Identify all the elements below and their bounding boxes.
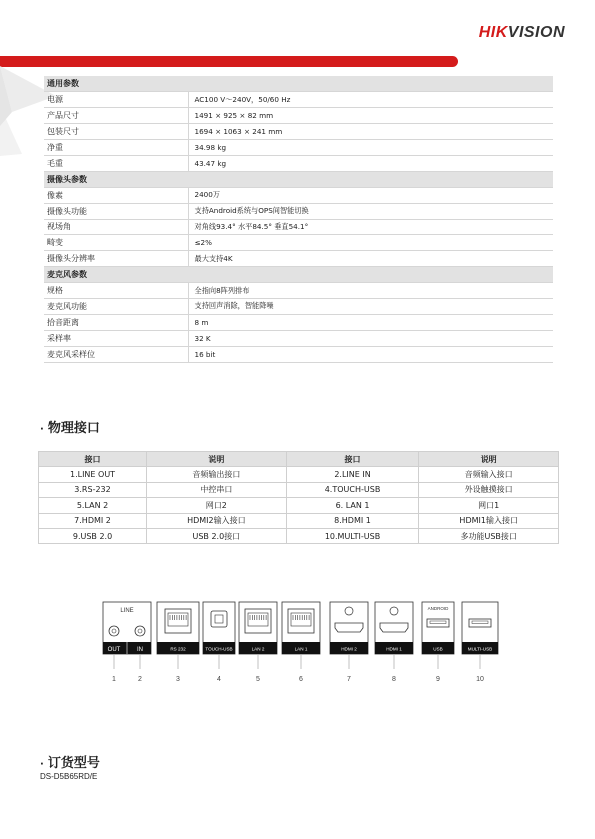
spec-label: 净重 [44,140,188,156]
line-in-label: IN [137,647,143,653]
spec-label: 麦克风功能 [44,298,188,314]
hdmi-icon [380,623,408,632]
header-red-bar [0,56,458,67]
lan2-port [239,602,277,654]
spec-row [44,346,553,362]
ethernet-icon [288,609,314,633]
interfaces-cell: 网口2 [147,498,287,513]
spec-row [44,124,553,140]
interfaces-row [39,528,559,543]
usb-a-icon [469,619,491,627]
spec-row [44,298,553,314]
interfaces-row [39,467,559,482]
spec-label: 拾音距离 [44,314,188,330]
usb-a-icon [427,619,449,627]
spec-section-header [44,171,553,187]
spec-value: 1491 × 925 × 82 mm [188,108,553,124]
interfaces-cell: USB 2.0接口 [147,528,287,543]
port-number: 8 [392,676,396,683]
port-label: TOUCH-USB [205,646,233,652]
lan1-port [282,602,320,654]
interface-panel-diagram [100,601,500,691]
spec-value: 8 m [188,314,553,330]
spec-row [44,187,553,203]
interfaces-row [39,482,559,497]
interfaces-table [38,451,559,544]
interfaces-row [39,498,559,513]
spec-label: 电源 [44,92,188,108]
spec-row [44,155,553,171]
port-label: MULTI-USB [467,646,493,652]
interfaces-header-cell: 接口 [39,452,147,467]
spec-row [44,235,553,251]
spec-label: 畸变 [44,235,188,251]
port-number: 5 [256,676,260,683]
interfaces-title: · 物理接口 [40,421,100,436]
spec-section-label: 摄像头参数 [44,171,553,187]
spec-row [44,108,553,124]
spec-value: 对角线93.4° 水平84.5° 垂直54.1° [188,219,553,235]
interfaces-cell: 中控串口 [147,482,287,497]
port-number: 9 [436,676,440,683]
spec-value: ≤2% [188,235,553,251]
port-label: LAN 2 [251,646,265,652]
interfaces-cell: 9.USB 2.0 [39,528,147,543]
interfaces-cell: 音频输入接口 [419,467,559,482]
spec-value: 1694 × 1063 × 241 mm [188,124,553,140]
spec-value: 支持Android系统与OPS间智能切换 [188,203,553,219]
interfaces-cell: 2.LINE IN [286,467,419,482]
spec-label: 毛重 [44,155,188,171]
spec-row [44,140,553,156]
port-label: RS 232 [170,646,186,652]
spec-label: 摄像头分辨率 [44,251,188,267]
port-label: HDMI 2 [341,646,357,652]
spec-label: 采样率 [44,330,188,346]
interfaces-header-cell: 说明 [419,452,559,467]
spec-label: 视场角 [44,219,188,235]
spec-row [44,203,553,219]
spec-label: 麦克风采样位 [44,346,188,362]
port-label: USB [433,646,443,652]
spec-section-header [44,267,553,283]
interfaces-header-cell: 说明 [147,452,287,467]
interfaces-cell: 6. LAN 1 [286,498,419,513]
brand-logo: HIKVISION [478,24,565,41]
interfaces-cell: 4.TOUCH-USB [286,482,419,497]
spec-section-label: 通用参数 [44,76,553,92]
port-number: 3 [176,676,180,683]
interfaces-cell: 3.RS-232 [39,482,147,497]
spec-label: 包装尺寸 [44,124,188,140]
interfaces-cell: 7.HDMI 2 [39,513,147,528]
spec-section-header [44,76,553,92]
interfaces-cell: HDMI2输入接口 [147,513,287,528]
interfaces-header-cell: 接口 [286,452,419,467]
spec-value: 2400万 [188,187,553,203]
order-title: · 订货型号 [40,756,100,771]
ethernet-icon [245,609,271,633]
hdmi-icon [335,623,363,632]
interfaces-cell: HDMI1输入接口 [419,513,559,528]
hdmi1-port [375,602,413,654]
port-label: LAN 1 [294,646,308,652]
spec-label: 像素 [44,187,188,203]
interfaces-cell: 音频输出接口 [147,467,287,482]
usb-port [422,602,454,654]
spec-value: 16 bit [188,346,553,362]
line-in-jack-icon [135,626,145,636]
interfaces-cell: 1.LINE OUT [39,467,147,482]
ethernet-icon [165,609,191,633]
spec-row [44,330,553,346]
port-number: 1 [112,676,116,683]
interfaces-cell: 多功能USB接口 [419,528,559,543]
spec-row [44,251,553,267]
spec-row [44,92,553,108]
spec-value: 32 K [188,330,553,346]
touch-usb-port [203,602,235,654]
spec-value: 34.98 kg [188,140,553,156]
interfaces-cell: 10.MULTI-USB [286,528,419,543]
port-number: 2 [138,676,142,683]
spec-row [44,283,553,299]
interfaces-row [39,513,559,528]
spec-value: 支持回声消除，智能降噪 [188,298,553,314]
line-out-jack-icon [109,626,119,636]
order-model: DS-D5B65RD/E [40,772,98,781]
line-audio-panel [103,602,151,654]
spec-table [44,76,553,363]
spec-label: 产品尺寸 [44,108,188,124]
spec-row [44,314,553,330]
interfaces-cell: 8.HDMI 1 [286,513,419,528]
port-number: 10 [476,676,484,683]
spec-label: 摄像头功能 [44,203,188,219]
spec-value: AC100 V～240V，50/60 Hz [188,92,553,108]
port-number: 7 [347,676,351,683]
line-out-label: OUT [107,647,121,653]
interfaces-cell: 网口1 [419,498,559,513]
rs232-port [157,602,199,654]
interfaces-cell: 5.LAN 2 [39,498,147,513]
usb-b-icon [211,611,227,627]
spec-section-label: 麦克风参数 [44,267,553,283]
port-number: 4 [217,676,221,683]
spec-value: 43.47 kg [188,155,553,171]
hdmi2-port [330,602,368,654]
spec-label: 规格 [44,283,188,299]
spec-value: 全指向8阵列排布 [188,283,553,299]
spec-row [44,219,553,235]
port-number: 6 [299,676,303,683]
line-title: LINE [120,608,134,614]
port-label: HDMI 1 [386,646,402,652]
interfaces-cell: 外设触摸接口 [419,482,559,497]
spec-value: 最大支持4K [188,251,553,267]
android-label: ANDROID [427,606,449,611]
multi-usb-port [462,602,498,654]
